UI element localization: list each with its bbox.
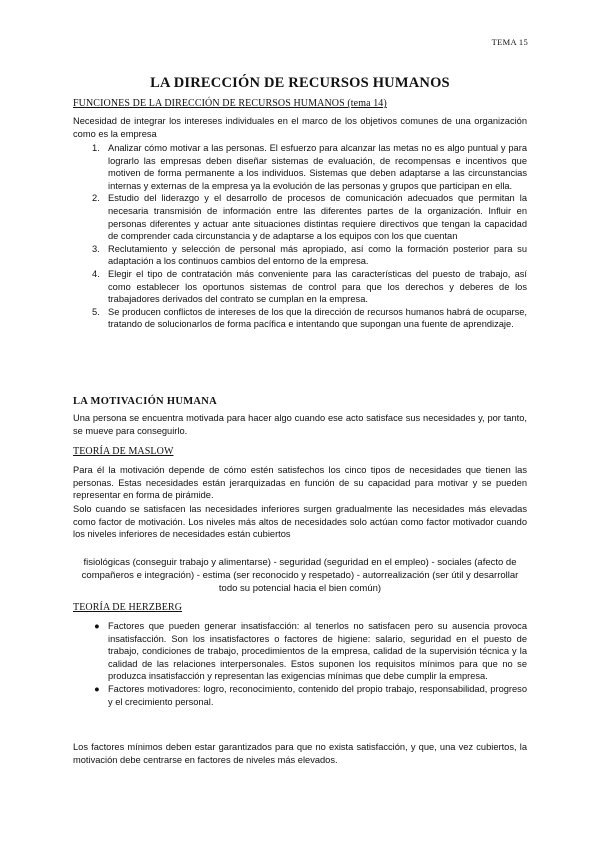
item-text: Reclutamiento y selección de personal más apropiado, así como la formación posterior para su adaptación a los continuos cambios del entorno de la empresa. — [108, 243, 527, 267]
item-text: Factores que pueden generar insatisfacción: al tenerlos no satisfacen pero su ausencia provoca insatisfacción. Son los insatisfactores o factores de higiene: salario, seguridad en el puesto de trabajo, condiciones de trabajo, procedimientos de la empresa, calidad de la supervisión técnica y la calidad de las relaciones interpersonales. Estos suponen los requisitos mínimos para que no se produzca insatisfacción y representan las exigencias mínimas que debe cumplir la empresa. — [108, 621, 527, 682]
item-text: Elegir el tipo de contratación más conveniente para las características del puesto de trabajo, así como establecer los oportunos sistemas de control para que los derechos y deberes de los trabajadores derivados del contrato se cumplan en la empresa. — [108, 268, 527, 305]
item-number: 4. — [92, 268, 100, 279]
funciones-item — [92, 306, 527, 331]
item-number: 3. — [92, 243, 100, 254]
topic-number: TEMA 15 — [491, 37, 528, 47]
bullet-icon: ● — [94, 683, 100, 694]
motivacion-text: Una persona se encuentra motivada para hacer algo cuando ese acto satisface sus necesidades y, por tanto, se mueve para conseguirlo. — [73, 413, 527, 436]
herzberg-item — [92, 620, 527, 683]
item-number: 1. — [92, 143, 100, 153]
funciones-list — [92, 142, 527, 331]
page-title: LA DIRECCIÓN DE RECURSOS HUMANOS — [150, 75, 450, 91]
motivacion-heading: LA MOTIVACIÓN HUMANA — [73, 396, 218, 407]
maslow-paragraph-2: Solo cuando se satisfacen las necesidades inferiores surgen gradualmente las necesidades más elevadas como factor de motivación. Los niveles más altos de necesidades solo actúan como factor motivador cuando los niveles inferiores de necesidades están cubiertos — [73, 504, 527, 540]
item-text: Estudio del liderazgo y el desarrollo de procesos de comunicación adecuados que permitan la necesaria transmisión de información entre las diferentes partes de la organización. Influir en personas diferentes y actuar ante situaciones distintas requiere directivos que tengan la capacidad de comprender cada circunstancia y de adaptarse a los equipos con los que cuentan — [108, 193, 527, 242]
bullet-icon: ● — [94, 621, 100, 631]
herzberg-closing: Los factores mínimos deben estar garantizados para que no exista satisfacción, y que, una vez cubiertos, la motivación debe centrarse en factores de niveles más elevados. — [73, 742, 527, 765]
item-number: 2. — [92, 193, 100, 204]
maslow-paragraph-1: Para él la motivación depende de cómo estén satisfechos los cinco tipos de necesidades que tienen las personas. Estas necesidades están jerarquizadas en función de su capacidad para motivar y se pueden representar en forma de pirámide. — [73, 465, 527, 501]
funciones-heading: FUNCIONES DE LA DIRECCIÓN DE RECURSOS HUMANOS (tema 14) — [73, 98, 387, 109]
maslow-needs-hierarchy: fisiológicas (conseguir trabajo y alimentarse) - seguridad (seguridad en el empleo) - sociales (afecto de compañeros e integración) - estima (ser reconocido y respetado) - autorrealización (ser útil y desarrollar todo su potencial hacia el bien común) — [81, 557, 519, 594]
herzberg-list — [92, 620, 527, 708]
herzberg-item — [92, 683, 527, 708]
herzberg-heading: TEORÍA DE HERZBERG — [73, 602, 183, 613]
funciones-item — [92, 268, 527, 306]
item-text: Se producen conflictos de intereses de los que la dirección de recursos humanos habrá de ocuparse, tratando de solucionarlos de forma pacífica e intentando que supongan una fuente de aprendizaje. — [108, 306, 527, 330]
funciones-intro: Necesidad de integrar los intereses individuales en el marco de los objetivos comunes de una organización como es la empresa — [73, 116, 527, 139]
item-number: 5. — [92, 306, 100, 317]
funciones-item — [92, 142, 527, 192]
maslow-heading: TEORÍA DE MASLOW — [73, 446, 174, 457]
item-text: Analizar cómo motivar a las personas. El esfuerzo para alcanzar las metas no es algo puntual y para lograrlo las empresas deben diseñar sistemas de evaluación, de recompensas e incentivos que motiven de forma permanente a los individuos. Sistemas que deben adaptarse a las circunstancias internas y externas de la empresa ya la evolución de las personas y grupos que participan en ella. — [108, 143, 527, 191]
funciones-item — [92, 243, 527, 268]
item-text: Factores motivadores: logro, reconocimiento, contenido del propio trabajo, responsabilidad, progreso y el crecimiento personal. — [108, 683, 527, 707]
funciones-item — [92, 192, 527, 242]
